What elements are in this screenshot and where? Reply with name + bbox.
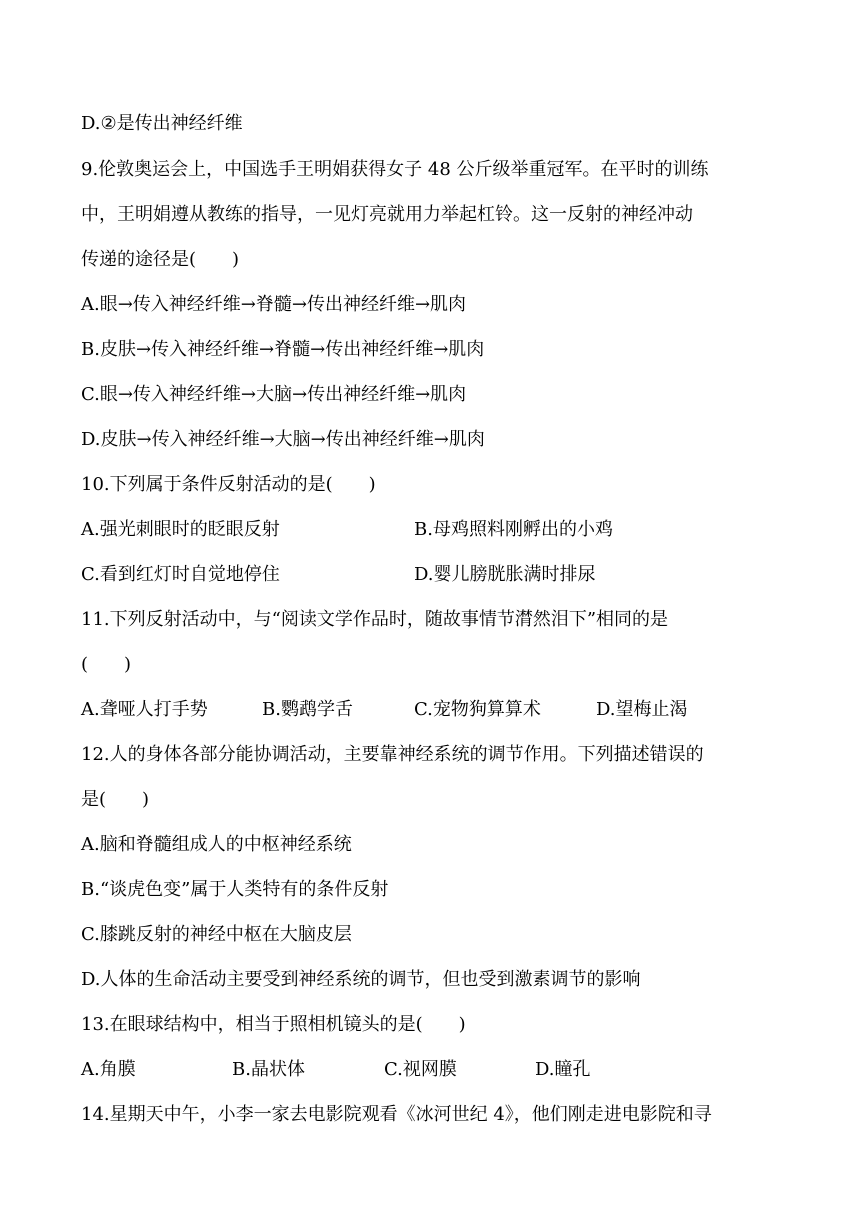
q9-stem-line-1: 9.伦敦奥运会上，中国选手王明娟获得女子 48 公斤级举重冠军。在平时的训练	[81, 159, 709, 180]
q13-option-c: C.视网膜	[384, 1059, 457, 1080]
q12-stem-line-1: 12.人的身体各部分能协调活动，主要靠神经系统的调节作用。下列描述错误的	[81, 744, 704, 765]
q12-stem-line-2: 是( )	[81, 789, 150, 810]
q12-option-b: B.“谈虎色变”属于人类特有的条件反射	[81, 879, 389, 900]
q10-option-d: D.婴儿膀胱胀满时排尿	[414, 564, 596, 585]
q10-stem: 10.下列属于条件反射活动的是( )	[81, 474, 376, 495]
q12-option-d: D.人体的生命活动主要受到神经系统的调节，但也受到激素调节的影响	[81, 969, 641, 990]
q11-option-a: A.聋哑人打手势	[81, 699, 208, 720]
q11-option-b: B.鹦鹉学舌	[262, 699, 353, 720]
q11-option-c: C.宠物狗算算术	[414, 699, 541, 720]
q12-option-c: C.膝跳反射的神经中枢在大脑皮层	[81, 924, 352, 945]
q13-option-d: D.瞳孔	[535, 1059, 591, 1080]
q9-stem-line-3: 传递的途径是( )	[81, 249, 240, 270]
q8-option-d: D.②是传出神经纤维	[81, 113, 243, 134]
q11-option-d: D.望梅止渴	[596, 699, 688, 720]
q9-option-c: C.眼→传入神经纤维→大脑→传出神经纤维→肌肉	[81, 384, 467, 405]
q13-stem: 13.在眼球结构中，相当于照相机镜头的是( )	[81, 1014, 466, 1035]
q9-stem-line-2: 中，王明娟遵从教练的指导，一见灯亮就用力举起杠铃。这一反射的神经冲动	[81, 204, 693, 225]
q9-option-a: A.眼→传入神经纤维→脊髓→传出神经纤维→肌肉	[81, 294, 467, 315]
q10-option-b: B.母鸡照料刚孵出的小鸡	[414, 519, 613, 540]
q9-option-b: B.皮肤→传入神经纤维→脊髓→传出神经纤维→肌肉	[81, 339, 485, 360]
q10-option-a: A.强光刺眼时的眨眼反射	[81, 519, 280, 540]
q10-option-c: C.看到红灯时自觉地停住	[81, 564, 280, 585]
q9-option-d: D.皮肤→传入神经纤维→大脑→传出神经纤维→肌肉	[81, 429, 485, 450]
q13-option-a: A.角膜	[81, 1059, 136, 1080]
q12-option-a: A.脑和脊髓组成人的中枢神经系统	[81, 834, 352, 855]
q11-stem-line-2: ( )	[81, 654, 132, 675]
q11-stem-line-1: 11.下列反射活动中，与“阅读文学作品时，随故事情节潸然泪下”相同的是	[81, 609, 669, 630]
q14-stem-line-1: 14.星期天中午，小李一家去电影院观看《冰河世纪 4》，他们刚走进电影院和寻	[81, 1104, 712, 1125]
q13-option-b: B.晶状体	[232, 1059, 305, 1080]
